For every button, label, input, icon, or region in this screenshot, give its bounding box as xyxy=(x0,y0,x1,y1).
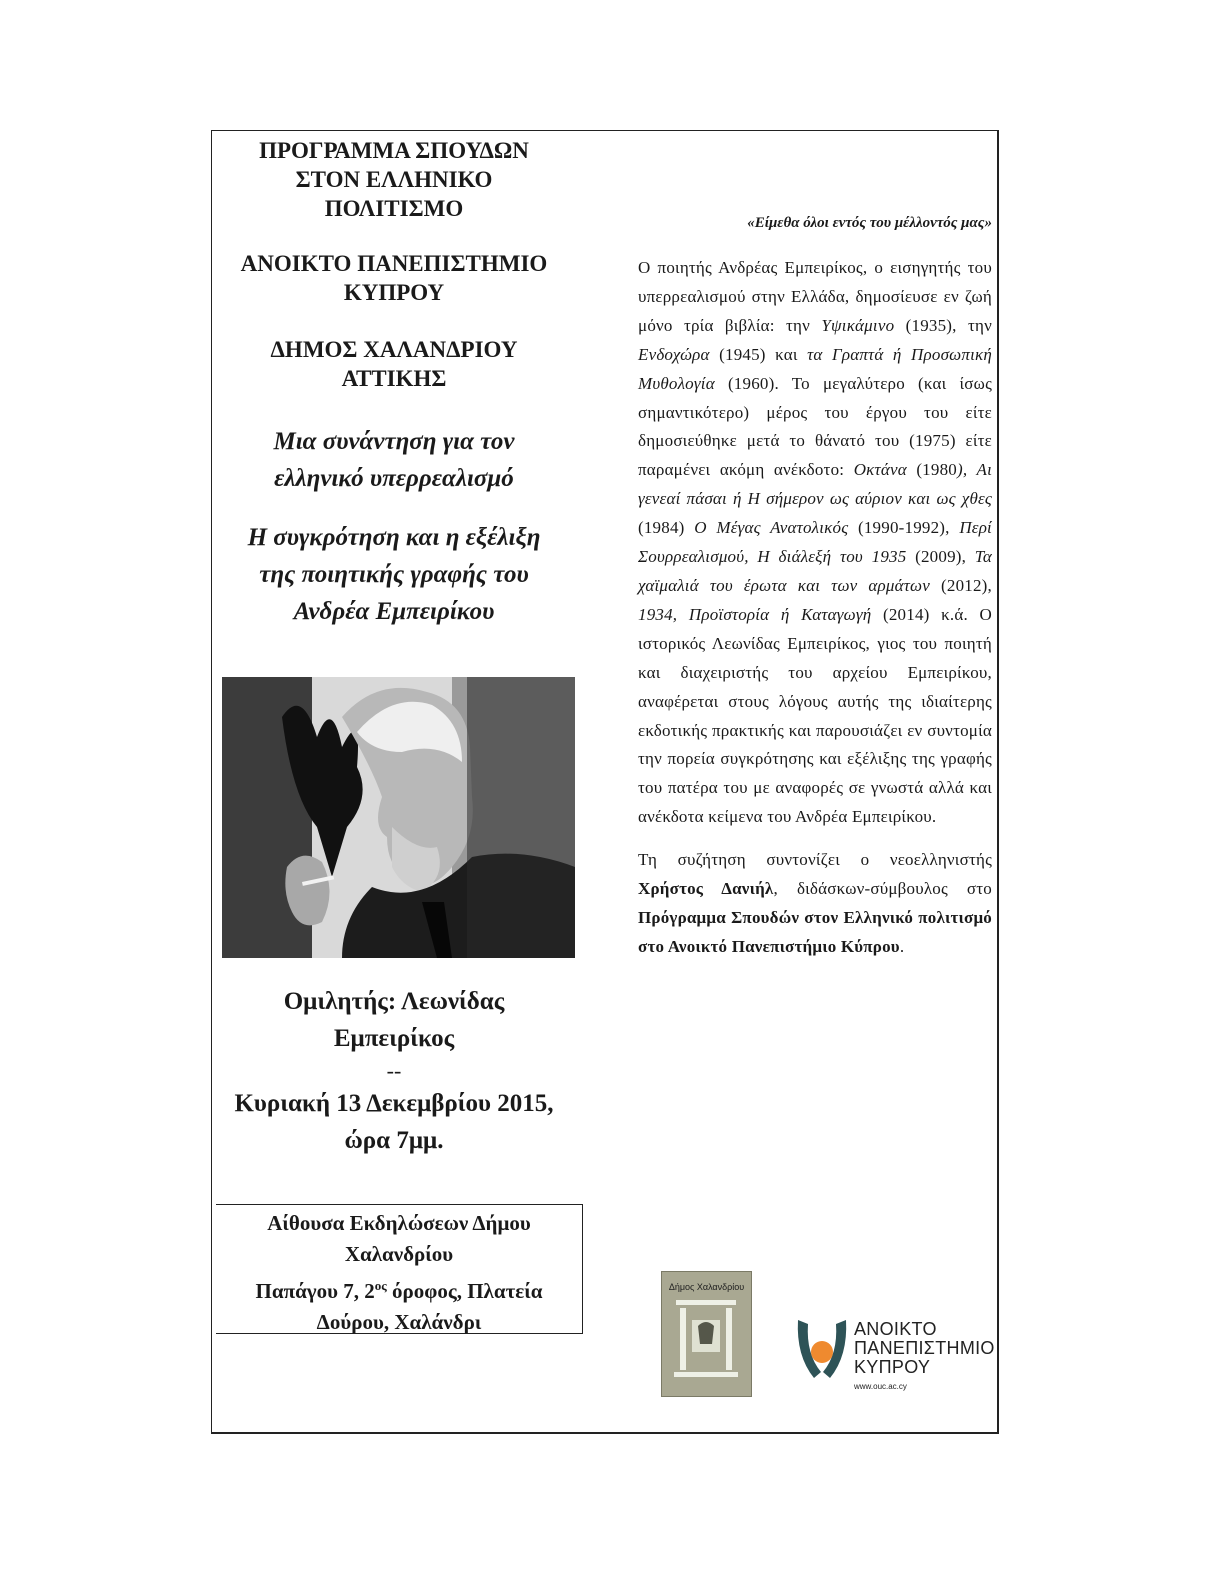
subtitle-line: Η συγκρότηση και η εξέλιξη xyxy=(247,524,541,551)
moderator-paragraph xyxy=(638,846,992,962)
speaker-block xyxy=(216,983,572,1159)
paragraph-text: Ο ποιητής Ανδρέας Εμπειρίκος, ο εισηγητής του υπερρεαλισμού στην Ελλάδα, δημοσίευσε εν ζωή μόνο τρία βιβλία: την xyxy=(638,258,992,335)
italic-title: Ενδοχώρα xyxy=(638,344,710,364)
program-heading xyxy=(216,136,572,223)
university-url: www.ouc.ac.cy xyxy=(854,1382,907,1391)
paragraph-text: (1935), την xyxy=(894,315,992,335)
italic-title: 1934, Προϊστορία ή Καταγωγή xyxy=(638,604,872,624)
subtitle-line: της ποιητικής γραφής του xyxy=(259,561,529,588)
university-logo-text xyxy=(854,1320,995,1377)
italic-title: Οκτάνα xyxy=(853,460,907,480)
title-line: Μια συνάντηση για τον xyxy=(273,428,515,455)
logo-line: ΑΝΟΙΚΤΟ xyxy=(854,1319,937,1339)
subtitle-line: Ανδρέα Εμπειρίκου xyxy=(293,598,495,625)
floor-superscript: ος xyxy=(374,1278,387,1293)
speaker-name-line: Ομιλητής: Λεωνίδας xyxy=(283,988,505,1015)
event-date-line: Κυριακή 13 Δεκεμβρίου 2015, xyxy=(234,1090,554,1117)
article-paragraph xyxy=(638,254,992,832)
speaker-photo xyxy=(222,677,575,958)
heading-line: ΑΤΤΙΚΗΣ xyxy=(341,366,447,391)
italic-title: ), Αι γενεαί πάσαι ή Η σήμερον ως αύριον και ως χθες xyxy=(638,460,992,509)
municipality-heading xyxy=(216,335,572,393)
event-title xyxy=(216,423,572,497)
venue-line: Χαλανδρίου xyxy=(344,1242,454,1266)
venue-address-line xyxy=(216,1270,582,1307)
paragraph-text: (2009), xyxy=(906,547,975,567)
right-column xyxy=(638,212,992,962)
heading-line: ΣΤΟΝ ΕΛΛΗΝΙΚΟ xyxy=(295,167,493,192)
left-column xyxy=(216,136,572,630)
logo-line: ΠΑΝΕΠΙΣΤΗΜΙΟ xyxy=(854,1338,995,1358)
municipality-logo-label: Δήμος Χαλανδρίου xyxy=(668,1282,745,1292)
bold-text: Χρήστος Δανιήλ xyxy=(638,879,774,899)
italic-title: Ο Μέγας Ανατολικός xyxy=(694,518,849,538)
event-date-line: ώρα 7μμ. xyxy=(344,1127,444,1154)
epigraph-quote: «Είμεθα όλοι εντός του μέλλοντός μας» xyxy=(747,215,992,231)
paragraph-text: (2014) κ.ά. Ο ιστορικός Λεωνίδας Εμπειρίκος, γιος του ποιητή και διαχειριστής του αρχείου Εμπειρίκου, αναφέρεται στους λόγους αυτής της ιδιαίτερης εκδοτικής πρακτικής και παρουσιάζει εν συντομία την πορεία συγκρότησης και εξέλιξης της γραφής του πατέρα του με αναφορές σε γνωστά αλλά και ανέκδοτα κείμενα του Ανδρέα Εμπειρίκου. xyxy=(638,604,992,827)
paragraph-text: (1945) και xyxy=(709,344,808,364)
event-subtitle xyxy=(216,519,572,630)
paragraph-text: (1984) xyxy=(638,518,695,538)
university-logo xyxy=(794,1316,995,1391)
columns-emblem-icon xyxy=(662,1292,751,1388)
paragraph-text: (1990-1992), xyxy=(848,518,960,538)
separator: -- xyxy=(386,1058,402,1083)
speaker-name-line: Εμπειρίκος xyxy=(333,1025,455,1052)
heading-line: ΠΡΟΓΡΑΜΜΑ ΣΠΟΥΔΩΝ xyxy=(259,138,529,163)
venue-line: Δούρου, Χαλάνδρι xyxy=(316,1310,482,1334)
university-heading xyxy=(216,249,572,307)
paragraph-text: (1960). Το μεγαλύτερο (και ίσως σημαντικότερο) μέρος του έργου του είτε δημοσιεύθηκε μετά το θάνατό του (1975) είτε παραμένει ακόμη ανέκδοτο: xyxy=(638,373,992,480)
heading-line: ΠΟΛΙΤΙΣΜΟ xyxy=(324,196,464,221)
heading-line: ΔΗΜΟΣ ΧΑΛΑΝΔΡΙΟΥ xyxy=(270,337,518,362)
venue-line: Αίθουσα Εκδηλώσεων Δήμου xyxy=(267,1211,531,1235)
logo-line: ΚΥΠΡΟΥ xyxy=(854,1357,931,1377)
municipality-logo xyxy=(661,1271,752,1397)
bold-text: Πρόγραμμα Σπουδών στον Ελληνικό πολιτισμό στο Ανοικτό Πανεπιστήμιο Κύπρου xyxy=(638,907,992,956)
italic-title: Υψικάμινο xyxy=(821,315,895,335)
venue-box xyxy=(216,1204,583,1334)
paragraph-text: (1980 xyxy=(906,460,957,480)
italic-title: Περί Σουρρεαλισμού, Η διάλεξή του 1935 xyxy=(638,518,992,567)
ouc-emblem-icon xyxy=(794,1316,850,1386)
title-line: ελληνικό υπερρεαλισμό xyxy=(274,465,514,492)
heading-line: ΚΥΠΡΟΥ xyxy=(343,280,445,305)
italic-title: τα Γραπτά ή Προσωπική Μυθολογία xyxy=(638,344,992,393)
paragraph-text: (2012), xyxy=(930,575,992,595)
italic-title: Τα χαϊμαλιά του έρωτα και των αρμάτων xyxy=(638,547,992,595)
address-text: όροφος, Πλατεία xyxy=(386,1279,543,1303)
paragraph-text: Τη συζήτηση συντονίζει ο νεοελληνιστής xyxy=(638,850,992,870)
paragraph-text: , διδάσκων-σύμβουλος στο xyxy=(773,879,992,899)
address-text: Παπάγου 7, 2 xyxy=(255,1279,375,1303)
paragraph-text: . xyxy=(899,936,905,956)
portrait-illustration xyxy=(222,677,575,958)
heading-line: ΑΝΟΙΚΤΟ ΠΑΝΕΠΙΣΤΗΜΙΟ xyxy=(240,251,548,276)
